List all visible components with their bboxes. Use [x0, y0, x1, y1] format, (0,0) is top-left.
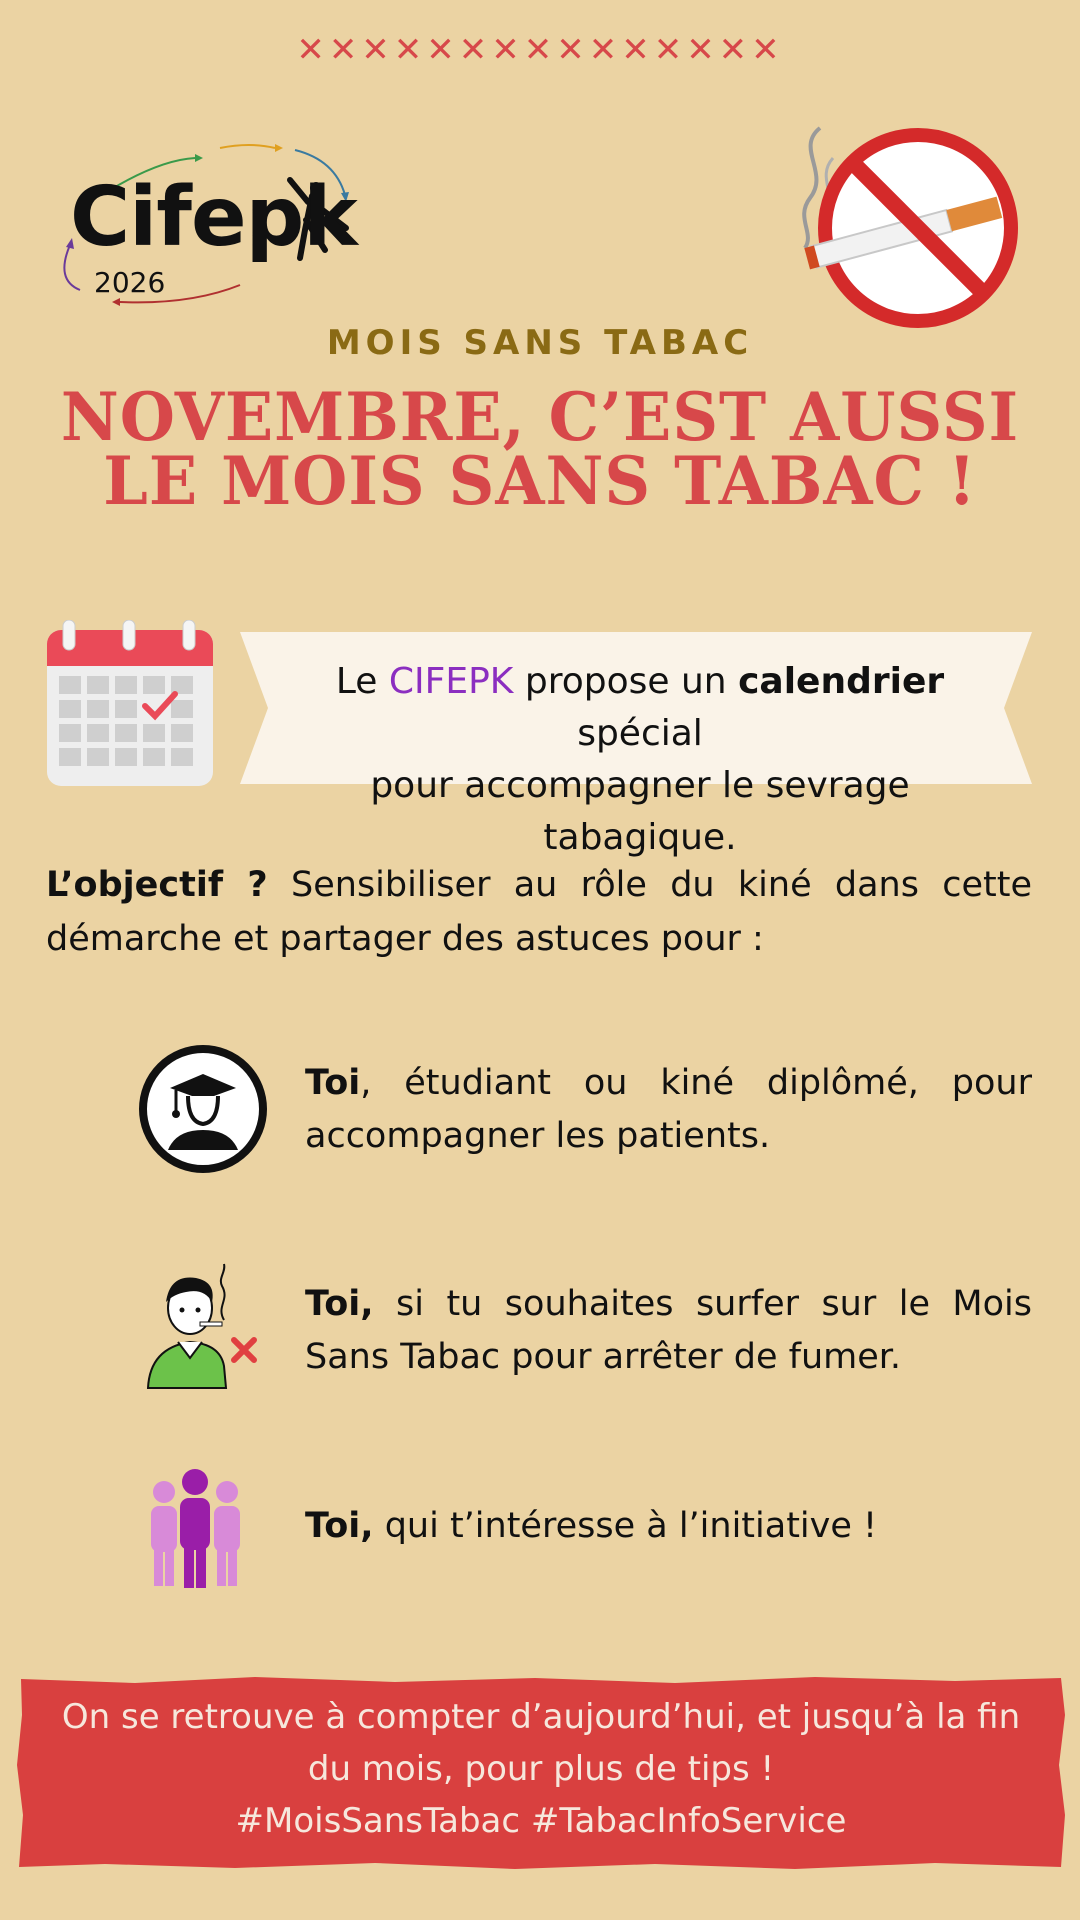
headline: [40, 378, 1040, 520]
footer-hashtags: #MoisSansTabac #TabacInfoService: [235, 1801, 847, 1841]
decorative-cross-row: ✕✕✕✕✕✕✕✕✕✕✕✕✕✕✕: [296, 30, 784, 70]
footer-text: [35, 1691, 1047, 1847]
audience-item-smoker: [305, 1278, 1032, 1384]
banner-text-part: propose un: [513, 661, 739, 702]
audience-bold: Toi,: [305, 1284, 374, 1324]
logo-year: 2026: [94, 266, 166, 299]
objective-text: Sensibiliser au rôle du kiné dans cette démarche et partager des astuces pour :: [46, 865, 1032, 959]
calendar-banner: [240, 632, 1032, 858]
banner-text-part: Le: [335, 661, 389, 702]
audience-text: qui t’intéresse à l’initiative !: [373, 1506, 878, 1546]
banner-line-2: pour accompagner le sevrage tabagique.: [370, 765, 910, 858]
banner-bold-word: calendrier: [738, 661, 945, 702]
no-smoking-icon: [785, 118, 1030, 338]
audience-bold: Toi,: [305, 1506, 374, 1546]
headline-line-2: LE MOIS SANS TABAC !: [103, 442, 977, 520]
audience-item-interested: [305, 1500, 1032, 1553]
audience-bold: Toi: [305, 1063, 361, 1103]
brand-name: CIFEPK: [388, 661, 514, 702]
objective-label: L’objectif ?: [46, 865, 268, 905]
smoker-icon: [140, 1258, 275, 1393]
headline-line-1: NOVEMBRE, C’EST AUSSI: [60, 378, 1020, 456]
objective-paragraph: [46, 858, 1032, 966]
calendar-icon: [45, 620, 215, 790]
cifepk-logo: [50, 130, 370, 320]
footer-line-1: On se retrouve à compter d’aujourd’hui, et jusqu’à la fin: [61, 1697, 1021, 1737]
banner-text-part: spécial: [577, 713, 703, 754]
kicker-label: MOIS SANS TABAC: [326, 323, 754, 363]
audience-item-student: [305, 1057, 1032, 1163]
footer-line-2: du mois, pour plus de tips !: [307, 1749, 775, 1789]
footer-banner: [15, 1675, 1067, 1870]
banner-text: [280, 656, 1000, 864]
audience-text: , étudiant ou kiné diplômé, pour accompagner les patients.: [305, 1063, 1032, 1156]
audience-text: si tu souhaites surfer sur le Mois Sans Tabac pour arrêter de fumer.: [305, 1284, 1032, 1377]
logo-wordmark: Cifepk: [70, 170, 357, 265]
graduate-icon: [136, 1042, 270, 1176]
people-group-icon: [148, 1468, 243, 1588]
